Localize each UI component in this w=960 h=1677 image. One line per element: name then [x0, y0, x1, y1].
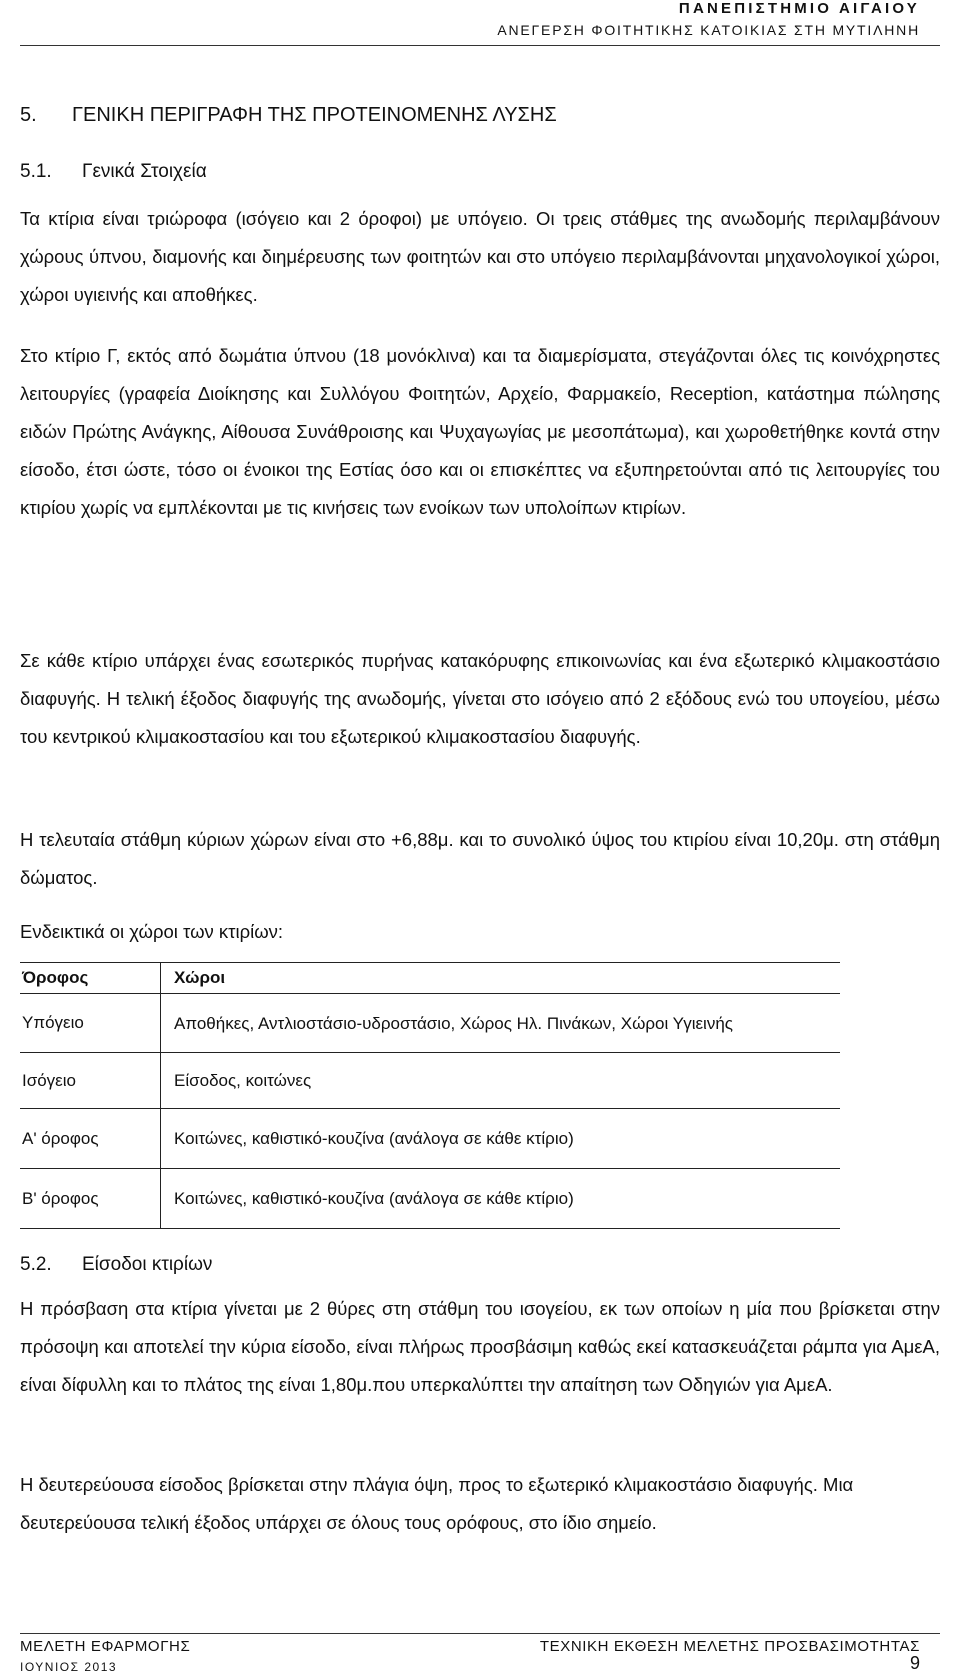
section-5-title: ΓΕΝΙΚΗ ΠΕΡΙΓΡΑΦΗ ΤΗΣ ΠΡΟΤΕΙΝΟΜΕΝΗΣ ΛΥΣΗΣ	[72, 104, 557, 126]
section-5-1-number: 5.1.	[20, 161, 52, 182]
table-row	[20, 1109, 840, 1169]
paragraph-secondary-entrance: Η δευτερεύουσα είσοδος βρίσκεται στην πλάγια όψη, προς το εξωτερικό κλιμακοστάσιο διαφυγής. Μια δευτερεύουσα τελική έξοδος υπάρχει σε όλους τους ορόφους, στο ίδιο σημείο.	[20, 1474, 854, 1533]
table-cell-spaces: Αποθήκες, Αντλιοστάσιο-υδροστάσιο, Χώρος Ηλ. Πινάκων, Χώροι Υγιεινής	[161, 994, 841, 1053]
paragraph-building-c: Στο κτίριο Γ, εκτός από δωμάτια ύπνου (18 μονόκλινα) και τα διαμερίσματα, στεγάζονται όλες τις κοινόχρηστες λειτουργίες (γραφεία Διοίκησης και Συλλόγου Φοιτητών, Αρχείο, Φαρμακείο, Reception, κατάστημα πώλησης ειδών Πρώτης Ανάγκης, Αίθουσα Συνάθροισης και Ψυχαγωγίας με μεσοπάτωμα), και χωροθετήθηκε κοντά στην είσοδο, έτσι ώστε, τόσο οι ένοικοι της Εστίας όσο και οι επισκέπτες να εξυπηρετούνται από τις λειτουργίες του κτιρίου χωρίς να εμπλέκονται με τις κινήσεις των ενοίκων των υπολοίπων κτιρίων.	[20, 345, 940, 518]
paragraph-main-entrance: Η πρόσβαση στα κτίρια γίνεται με 2 θύρες στη στάθμη του ισογείου, εκ των οποίων η μία που βρίσκεται στην πρόσοψη και αποτελεί την κύρια είσοδο, είναι πλήρως προσβάσιμη καθώς εκεί κατασκευάζεται ράμπα για ΑμεΑ, είναι δίφυλλη και το πλάτος της είναι 1,80μ.που υπερκαλύπτει την απαίτηση των Οδηγιών για ΑμεΑ.	[20, 1298, 940, 1395]
paragraph-spaces-intro: Ενδεικτικά οι χώροι των κτιρίων:	[20, 921, 284, 942]
footer-divider	[20, 1633, 940, 1634]
section-5-heading	[20, 104, 940, 127]
table-header-row	[20, 963, 840, 994]
section-5-1-title: Γενικά Στοιχεία	[82, 161, 207, 182]
paragraph-escape-routes: Σε κάθε κτίριο υπάρχει ένας εσωτερικός πυρήνας κατακόρυφης επικοινωνίας και ένα εξωτερικό κλιμακοστάσιο διαφυγής. Η τελική έξοδος διαφυγής της ανωδομής, γίνεται στο ισόγειο από 2 εξόδους ενώ του υπογείου, μέσω του κεντρικού κλιμακοστασίου και του εξωτερικού κλιμακοστασίου διαφυγής.	[20, 650, 940, 747]
footer-study-type: ΜΕΛΕΤΗ ΕΦΑΡΜΟΓΗΣ	[20, 1638, 191, 1655]
spaces-table	[20, 962, 840, 1229]
section-5-2-heading	[20, 1254, 940, 1276]
section-5-number: 5.	[20, 104, 37, 126]
section-5-2-title: Είσοδοι κτιρίων	[82, 1254, 213, 1275]
table-header-floor: Όροφος	[20, 963, 161, 994]
header-divider	[20, 45, 940, 46]
table-row	[20, 1169, 840, 1229]
page-number: 9	[909, 1653, 920, 1673]
table-cell-spaces: Είσοδος, κοιτώνες	[161, 1053, 841, 1109]
header-university: ΠΑΝΕΠΙΣΤΗΜΙΟ ΑΙΓΑΙΟΥ	[678, 0, 920, 17]
section-5-2-number: 5.2.	[20, 1254, 52, 1275]
paragraph-heights: Η τελευταία στάθμη κύριων χώρων είναι στο +6,88μ. και το συνολικό ύψος του κτιρίου είναι 10,20μ. στη στάθμη δώματος.	[20, 829, 940, 888]
table-cell-spaces: Κοιτώνες, καθιστικό-κουζίνα (ανάλογα σε κάθε κτίριο)	[161, 1169, 841, 1229]
table-row	[20, 994, 840, 1053]
footer-date: ΙΟΥΝΙΟΣ 2013	[20, 1660, 118, 1674]
table-row	[20, 1053, 840, 1109]
footer-report-title: ΤΕΧΝΙΚΗ ΕΚΘΕΣΗ ΜΕΛΕΤΗΣ ΠΡΟΣΒΑΣΙΜΟΤΗΤΑΣ	[539, 1638, 920, 1655]
table-header-spaces: Χώροι	[161, 963, 841, 994]
paragraph-general: Τα κτίρια είναι τριώροφα (ισόγειο και 2 όροφοι) με υπόγειο. Οι τρεις στάθμες της ανωδομής περιλαμβάνουν χώρους ύπνου, διαμονής και διημέρευσης των φοιτητών και στο υπόγειο περιλαμβάνονται μηχανολογικοί χώροι, χώροι υγιεινής και αποθήκες.	[20, 208, 940, 305]
table-cell-floor: Υπόγειο	[20, 994, 161, 1053]
table-cell-floor: Α' όροφος	[20, 1109, 161, 1169]
section-5-1-heading	[20, 161, 940, 183]
table-cell-floor: Β' όροφος	[20, 1169, 161, 1229]
table-cell-floor: Ισόγειο	[20, 1053, 161, 1109]
header-project: ΑΝΕΓΕΡΣΗ ΦΟΙΤΗΤΙΚΗΣ ΚΑΤΟΙΚΙΑΣ ΣΤΗ ΜΥΤΙΛΗΝΗ	[497, 22, 920, 38]
table-cell-spaces: Κοιτώνες, καθιστικό-κουζίνα (ανάλογα σε κάθε κτίριο)	[161, 1109, 841, 1169]
